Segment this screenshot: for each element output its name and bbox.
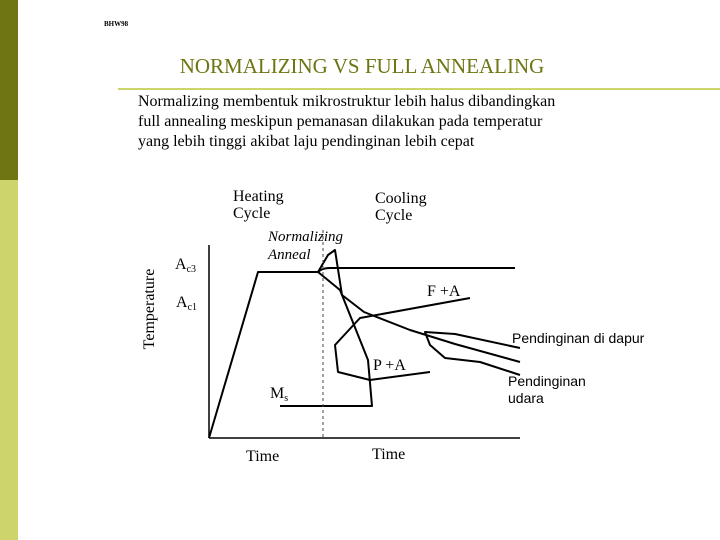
normalizing-hold (318, 268, 515, 272)
slide-tag: BHW98 (104, 20, 129, 28)
description-line-2: full annealing meskipun pemanasan dilakukan pada temperatur (138, 113, 543, 130)
cooling-cycle-label: Cooling Cycle (375, 190, 427, 224)
ms-label: $M_s$ (270, 385, 289, 404)
ac1-label: $A_{c1}$ (176, 294, 198, 313)
time-label-left: Time (246, 448, 280, 465)
air-cooling-label: Pendinginan udara (508, 373, 586, 406)
anneal-label: Anneal (268, 247, 311, 263)
time-label-right: Time (372, 446, 406, 463)
anneal-cooling-curve (280, 272, 372, 406)
ac3-label: $A_{c3}$ (175, 256, 197, 275)
pa-label: P +A (373, 357, 406, 374)
normalizing-label: Normalizing (268, 229, 344, 245)
heating-cycle-label: Heating Cycle (233, 188, 284, 222)
y-axis-label: Temperature (141, 268, 158, 350)
fa-label: F +A (427, 283, 461, 300)
heating-curve (209, 272, 318, 438)
slide-title: NORMALIZING VS FULL ANNEALING (179, 54, 545, 78)
normalizing-cooling-curve (318, 250, 520, 362)
furnace-cooling-label: Pendinginan di dapur (512, 330, 645, 346)
description-line-3: yang lebih tinggi akibat laju pendinginan lebih cepat (138, 133, 475, 150)
description-line-1: Normalizing membentuk mikrostruktur lebih halus dibandingkan (138, 93, 556, 110)
